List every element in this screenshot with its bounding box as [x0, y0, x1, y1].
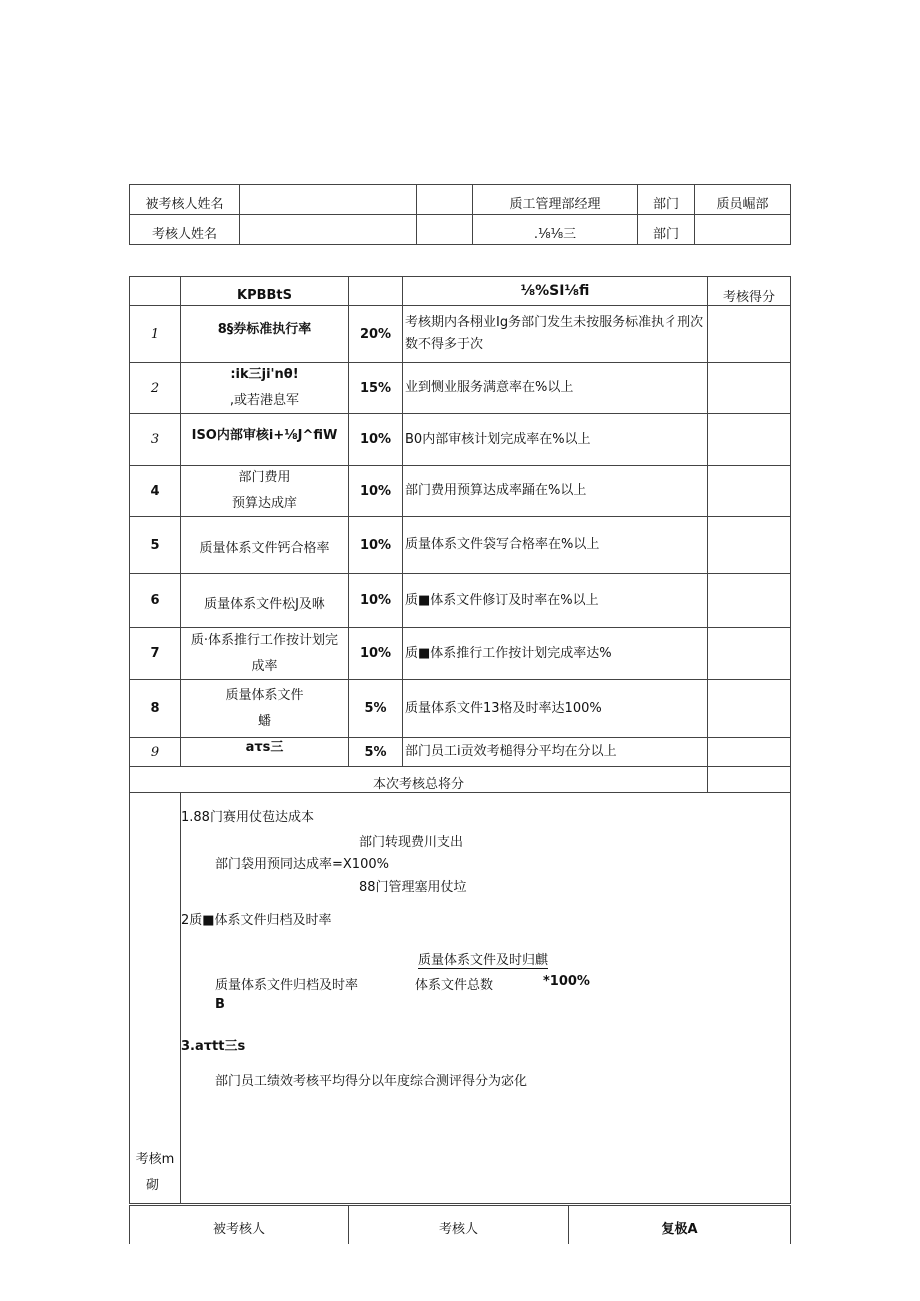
assessor-name-label: 考核人姓名 — [130, 215, 240, 245]
kpi-row — [130, 680, 791, 738]
kpi-row-score[interactable] — [708, 738, 791, 767]
kpi-row-indicator-line2: 质量体系文件钙合格率 — [199, 541, 330, 556]
kpi-row-number: 2 — [130, 363, 181, 414]
notes-formulas — [181, 800, 781, 1200]
kpi-row-indicator-line1: 质·体系推行工作按计划完 — [190, 632, 339, 648]
kpi-col-standard: ⅛%SI⅛fi — [403, 277, 708, 306]
signature-table — [129, 1205, 791, 1244]
kpi-row-indicator-line1: 8§券标准执行率 — [217, 322, 312, 337]
kpi-row-score[interactable] — [708, 680, 791, 738]
formula3-text: 部门员工绩效考核平均得分以年度综合测评得分为宓化 — [215, 1074, 528, 1089]
kpi-row-weight: 5% — [349, 738, 403, 767]
kpi-row-standard — [403, 680, 708, 738]
formula2-numerator: 质量体系文件及时归麒 — [418, 949, 548, 969]
kpi-row-indicator-line1: 质量体系文件 — [225, 687, 304, 703]
kpi-row — [130, 517, 791, 574]
assessee-name-label: 被考核人姓名 — [130, 185, 240, 215]
kpi-row-indicator — [181, 363, 349, 414]
kpi-row-indicator — [181, 680, 349, 738]
assessor-dept-label: 部门 — [638, 215, 695, 245]
kpi-row-indicator — [181, 574, 349, 628]
assessee-dept-value: 质员崛部 — [695, 185, 791, 215]
kpi-row-indicator-line2: ,或若港息军 — [229, 393, 300, 408]
assessee-blank-cell — [417, 185, 473, 215]
kpi-row-weight: 5% — [349, 680, 403, 738]
kpi-row-indicator — [181, 466, 349, 517]
kpi-row-number: 6 — [130, 574, 181, 628]
kpi-row-score[interactable] — [708, 306, 791, 363]
kpi-row-score[interactable] — [708, 363, 791, 414]
kpi-row-standard — [403, 363, 708, 414]
kpi-row-indicator-line2: 成率 — [251, 658, 278, 674]
kpi-row-standard — [403, 517, 708, 574]
kpi-row-number: 9 — [130, 738, 181, 767]
kpi-total-label: 本次考核总将分 — [130, 767, 708, 793]
kpi-row-indicator — [181, 628, 349, 680]
kpi-row-standard-line1: 质■体系文件修订及时率在%以上 — [405, 592, 599, 608]
assessor-position: .⅛⅛三 — [473, 215, 638, 245]
kpi-row-weight: 10% — [349, 574, 403, 628]
kpi-row-score[interactable] — [708, 414, 791, 466]
formula3-title: 3.aτtt三s — [181, 1039, 246, 1054]
kpi-row-standard — [403, 738, 708, 767]
kpi-row-score[interactable] — [708, 517, 791, 574]
kpi-row-standard — [403, 414, 708, 466]
kpi-row-number: 7 — [130, 628, 181, 680]
kpi-row-number: 5 — [130, 517, 181, 574]
formula2-factor: *100% — [543, 974, 590, 989]
kpi-total-row — [130, 767, 791, 793]
notes-side-label-line1: 考核m — [135, 1152, 175, 1167]
kpi-row-standard — [403, 306, 708, 363]
kpi-row-standard-line1: 质量体系文件13格及时率达100% — [405, 700, 602, 716]
kpi-row-standard-line1: 部门员工i贡效考槌得分平均在分以上 — [405, 744, 617, 759]
assessor-dept-value[interactable] — [695, 215, 791, 245]
kpi-row-indicator — [181, 414, 349, 466]
kpi-row-weight: 10% — [349, 414, 403, 466]
kpi-row-indicator-line1: :ik三ji'nθ! — [230, 367, 299, 382]
kpi-row-standard-line1: 部门费用预算达成率踊在%以上 — [405, 483, 587, 498]
kpi-col-indicator: KPBBtS — [181, 277, 349, 306]
assessor-row — [130, 215, 791, 245]
kpi-row-indicator — [181, 517, 349, 574]
assessee-row — [130, 185, 791, 215]
kpi-row-indicator-line1: ISO内部审核i+⅛J^fiW — [191, 427, 338, 443]
kpi-row-number: 3 — [130, 414, 181, 466]
kpi-row-number: 1 — [130, 306, 181, 363]
assessee-position: 质工管理部经理 — [473, 185, 638, 215]
signature-row — [130, 1206, 791, 1244]
formula2-extra: B — [215, 997, 225, 1012]
assessee-signature-label: 被考核人 — [130, 1206, 349, 1244]
kpi-row-weight: 10% — [349, 517, 403, 574]
formula2-title: 2质■体系文件归档及时率 — [181, 913, 332, 928]
kpi-header-row — [130, 277, 791, 306]
kpi-row-indicator-line2: 蟠 — [257, 713, 271, 729]
kpi-row — [130, 628, 791, 680]
kpi-row-indicator — [181, 306, 349, 363]
kpi-row-weight: 10% — [349, 466, 403, 517]
kpi-row-score[interactable] — [708, 628, 791, 680]
kpi-row-standard — [403, 574, 708, 628]
kpi-row-weight: 10% — [349, 628, 403, 680]
assessor-signature-label: 考核人 — [349, 1206, 569, 1244]
assessor-name-value[interactable] — [240, 215, 417, 245]
kpi-row-indicator-line1: aτs三 — [245, 740, 284, 755]
kpi-row-score[interactable] — [708, 574, 791, 628]
kpi-row — [130, 363, 791, 414]
kpi-row — [130, 466, 791, 517]
assessor-blank-cell — [417, 215, 473, 245]
kpi-row-indicator-line2: 预算达成庠 — [231, 496, 297, 511]
kpi-row-number: 8 — [130, 680, 181, 738]
kpi-row — [130, 306, 791, 363]
formula2-denominator: 体系文件总数 — [415, 978, 494, 993]
kpi-row-indicator-line2: 质量体系文件松J及咻 — [204, 596, 325, 612]
kpi-row-standard-line1: 业到恻业服务满意率在%以上 — [405, 380, 574, 395]
formula1-numerator: 部门转现费川支出 — [359, 835, 464, 850]
kpi-row-score[interactable] — [708, 466, 791, 517]
kpi-row-standard — [403, 466, 708, 517]
kpi-row-standard-line1: B0内部审核计划完成率在%以上 — [405, 431, 591, 447]
kpi-row-standard-line1: 考核期内各栩业Ig务部门发生未按服务标准执彳刑次 — [405, 315, 704, 330]
formula1-lhs: 部门袋用预同达成率=X100% — [215, 857, 389, 872]
kpi-col-score: 考核得分 — [708, 277, 791, 306]
kpi-row-standard — [403, 628, 708, 680]
formula1-denominator: 88门管理塞用仗垃 — [359, 880, 467, 895]
kpi-row-standard-line2: 数不得多于次 — [405, 337, 484, 352]
kpi-col-weight — [349, 277, 403, 306]
kpi-row-indicator — [181, 738, 349, 767]
reviewer-signature-label: 复极A — [569, 1206, 791, 1244]
kpi-row-weight: 15% — [349, 363, 403, 414]
notes-side-label — [130, 793, 181, 1204]
formula2-lhs: 质量体系文件归档及时率 — [215, 978, 359, 993]
notes-side-label-line2: 砌 — [146, 1178, 160, 1193]
assessee-dept-label: 部门 — [638, 185, 695, 215]
formula1-title: 1.88门赛用仗苞达成本 — [181, 810, 314, 825]
kpi-row-standard-line1: 质量体系文件袋写合格率在%以上 — [405, 537, 600, 552]
header-info-table — [129, 184, 791, 245]
kpi-col-no — [130, 277, 181, 306]
kpi-row — [130, 574, 791, 628]
assessee-name-value[interactable] — [240, 185, 417, 215]
kpi-row-weight: 20% — [349, 306, 403, 363]
kpi-row — [130, 738, 791, 767]
kpi-row — [130, 414, 791, 466]
kpi-row-number: 4 — [130, 466, 181, 517]
kpi-row-indicator-line1: 部门费用 — [238, 470, 291, 485]
kpi-row-standard-line1: 质■体系推行工作按计划完成率达% — [405, 645, 612, 661]
kpi-total-value[interactable] — [708, 767, 791, 793]
